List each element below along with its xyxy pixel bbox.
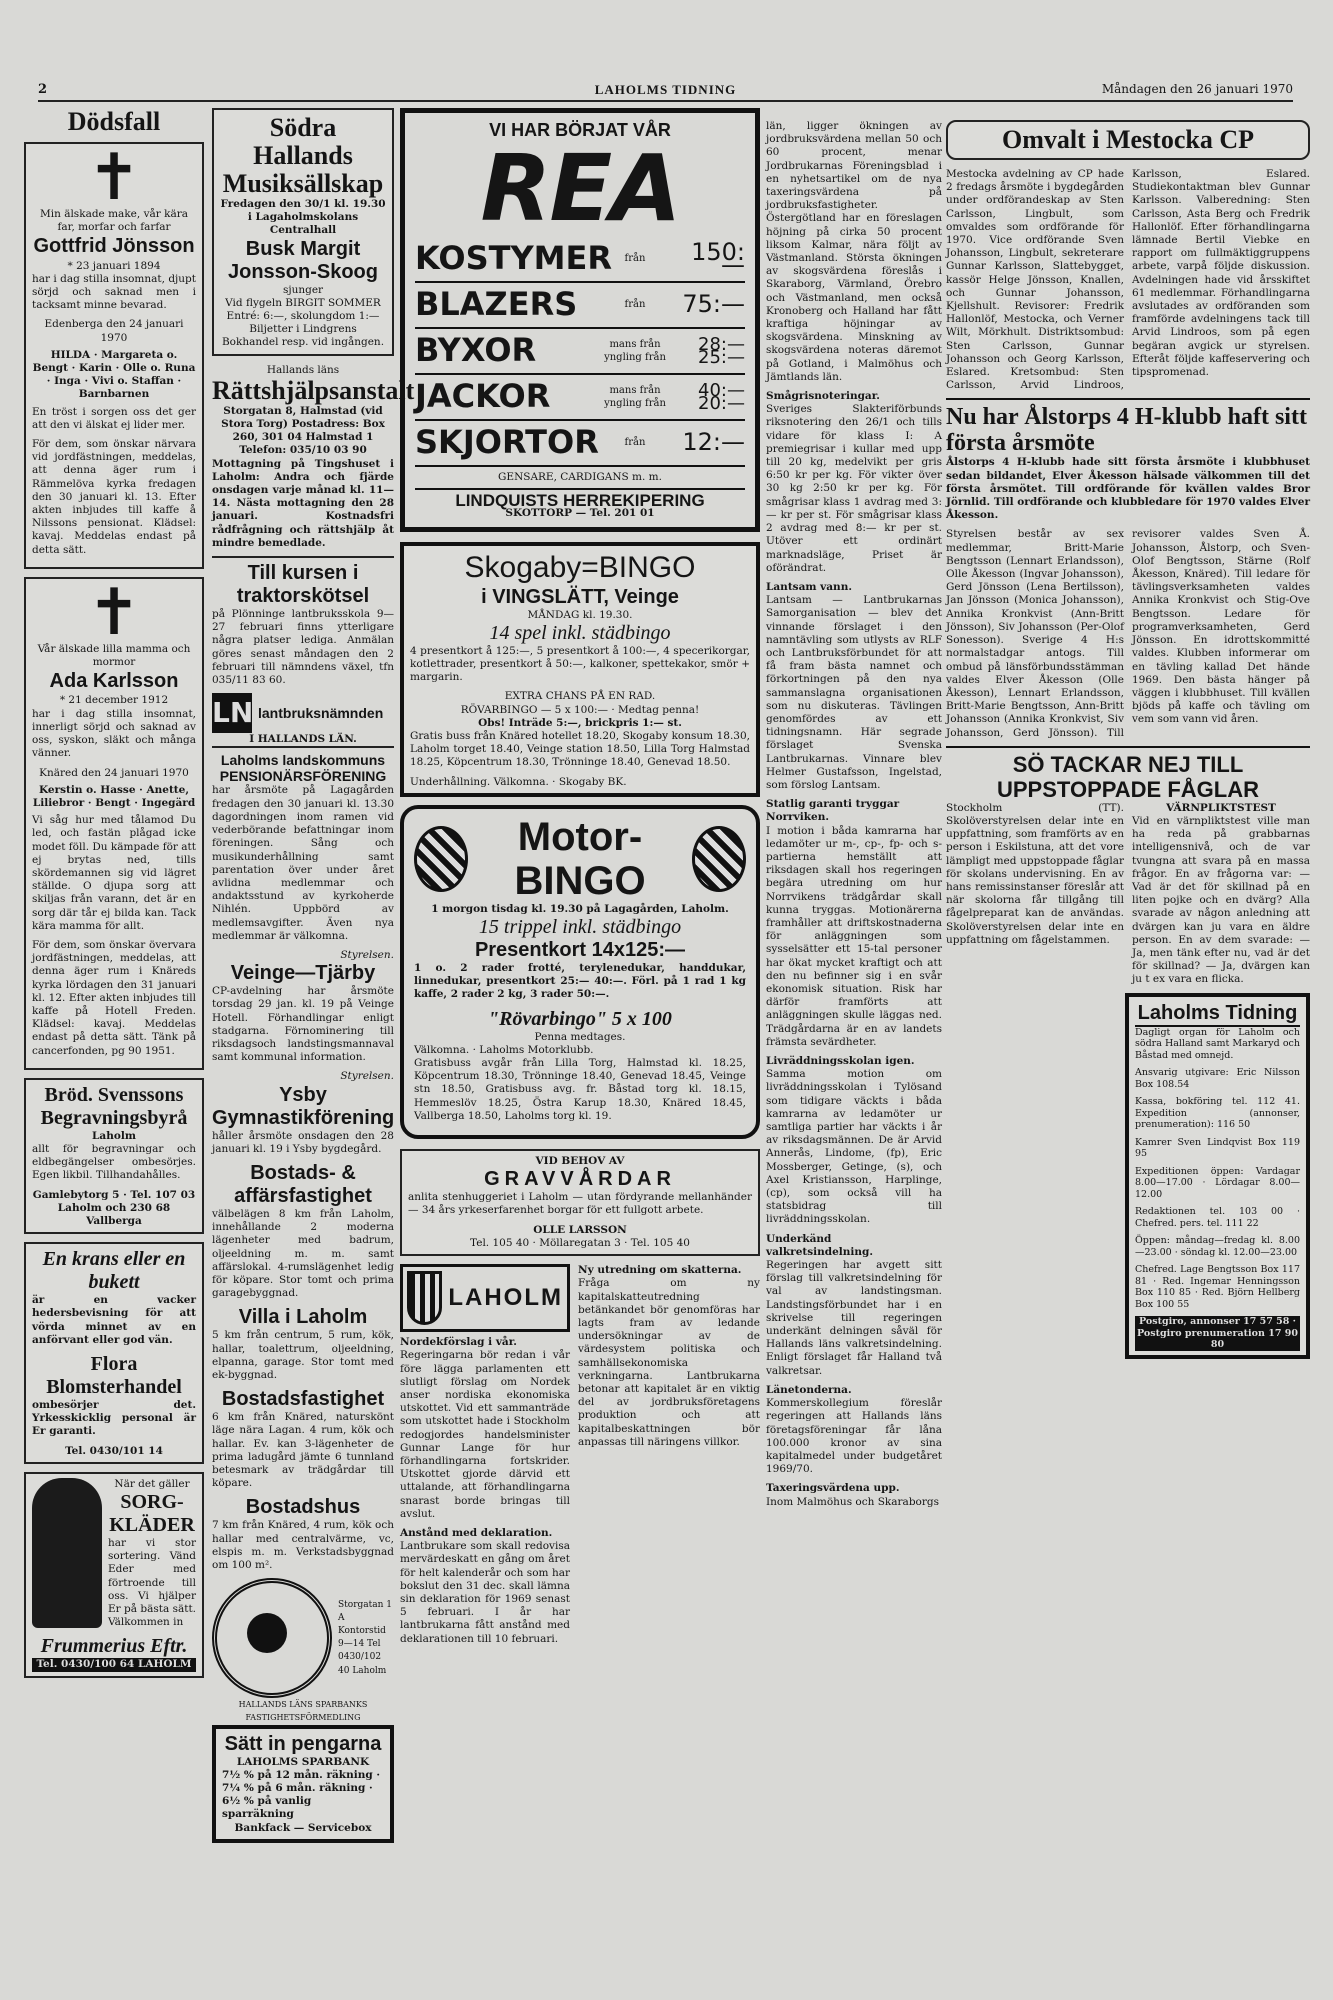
- rea-extra: GENSARE, CARDIGANS m. m.: [498, 471, 662, 483]
- ad-rea: [400, 108, 760, 532]
- varn-text: Vid en värnpliktstest ville man ha reda på grabbarnas intelligensnivå, och de var tvungna att svara på en massa frågor. En av frågorna var: — Vad är det för skillnad på en liten pojke och en dvärg? Alla svarade av någon anledning att dvärgen kan ju vara en äldre person. En av dem svarade: — Ja, men tänk efter nu, vad är det för skillnad? — Ja, dvärgen kan ju t ex vara en flicka.: [1132, 814, 1310, 986]
- sparbank-seal-icon: [212, 1578, 332, 1698]
- ad-bank: LAHOLMS SPARBANK: [236, 1755, 370, 1768]
- ad-gravvardar: [400, 1149, 760, 1256]
- veinge-title: Veinge—Tjärby: [230, 962, 376, 985]
- rea-price: 150:—: [691, 237, 745, 279]
- masthead-open: Öppen: måndag—fredag kl. 8.00—23.00 · söndag kl. 12.00—23.00: [1135, 1235, 1300, 1258]
- bfast-text: 6 km från Knäred, naturskönt läge nära Lagan. 4 rum, kök och hallar. Ev. kan 3-lägenheter de prima ladugård jämte 6 tunnland betesmark av trädgårdar till köpare.: [212, 1411, 394, 1490]
- hsf-seal-text: HALLANDS LÄNS SPARBANKS FASTIGHETSFÖRMEDLING: [238, 1700, 368, 1723]
- rea-from: från: [624, 253, 646, 265]
- undk-text: Regeringen har avgett sitt förslag till valkretsindelning för val av landstingsman. Landstingsförbundet har i en skrivelse till regeringen underkänt delningen såväl för Hallands läns valkretsindelning. Enligt förslaget får Halland två valkretsar.: [766, 1259, 942, 1377]
- cont-text: län, ligger ökningen av jordbruksvärdena mellan 50 och 60 procent, menar Jordbrukarnas Föreningsblad i en nyhetsartikel om de nya taxeringsvärdena på jordbruksfastigheter. Östergötland har en föreslagen höjning på cirka 50 procent liksom Kalmar, nära följt av Västmanland. Största ökningen av skogsvärdena föreslås i Skaraborg, Värmland, Örebro och Västmanland, men också Kronoberg och Halland har fått kraftiga höjningar av skogsvärdena. Minskning av skogsvärdena noteras däremot på Gotland, i Malmöhus och Jämtlands län.: [766, 120, 942, 383]
- rea-price: 28:— 25:—: [698, 333, 745, 368]
- hsf-address: Storgatan 1 A Kontorstid 9—14 Tel 0430/102 40 Laholm: [338, 1599, 392, 1676]
- masthead-exp: Expeditionen öppen: Vardagar 8.00—17.00 · Lördagar 8.00—12.00: [1135, 1165, 1300, 1200]
- masthead-title: Laholms Tidning: [1135, 1001, 1300, 1027]
- lantsam-title: Lantsam vann.: [766, 580, 852, 593]
- rea-from: mans från yngling från: [604, 338, 666, 363]
- alstorp-title: Nu har Ålstorps 4 H-klubb haft sitt första årsmöte: [946, 398, 1310, 456]
- bingo-rov: RÖVARBINGO — 5 x 100:— · Medtag penna!: [460, 703, 700, 716]
- alstorp-text: Styrelsen består av sex medlemmar, Britt-Marie Bengtsson (Lennart Erlandsson), Olle Åkesson (Ingvar Johansson), Gerd Jönsson (Lena Bertilsson), Jan Jönsson (Monica Johansson), Annika Kronkvist (Ann-Britt Jönsson), Siv Johansson (Per-Olof Sonesson). Sverige 4 H:s normalstadgar antogs. Till ombud på länsförbundsstämman valdes Elver Åkesson (Olle Åkesson), Lennart Erlandsson, Britt-Marie Bengtsson, Ann-Britt Johansson (Annika Kronkvist, Siv Johansson, Gerd Jönsson). Till revisorer valdes Sven Å. Johansson, Ålstorp, och Sven-Olof Bengtsson, Stärne (Rolf Åkesson, Knäred). Till ledare för tävlingsverksamheten valdes Annika Kronkvist och Stig-Ove Bengtsson. Ledare för programverksamheten, Gerd Jönsson. En idrottskommitté valdes. Klubben informerar om en tävling kallad Det hände 1969. Den bästa hänger på väggen i klubbhuset. Till kvällen bjöds på kaffe och tävling om vem som vann vid åren.: [946, 528, 1310, 739]
- obituary-verse: En tröst i sorgen oss det ger att den vi älskat ej lider mer.: [32, 405, 196, 431]
- section-heading-dodsfall: Dödsfall: [67, 107, 161, 136]
- ad-laholms-sparbank: [212, 1725, 394, 1843]
- grav-top: VID BEHOV AV: [535, 1155, 625, 1168]
- bingo-text: 4 presentkort å 125:—, 5 presentkort å 100:—, 4 specerikorgar, kotlettrader, presentkort å 50:—, kalkoner, spettekakor, smör + margarin.: [410, 644, 750, 684]
- bostads-text: välbelägen 8 km från Laholm, innehållande 2 moderna lägenheter med badrum, oljeeldning m. m. samt affärslokal. 4-rumslägenhet ledig för köpare. Stor tomt och prima garagebyggnad.: [212, 1207, 394, 1300]
- villa-text: 5 km från centrum, 5 rum, kök, hallar, toalettrum, oljeeldning, elpanna, garage. Stor tomt med ek-byggnad.: [212, 1329, 394, 1381]
- ad-title: SORG-KLÄDER: [109, 1491, 195, 1537]
- obituary-2: [24, 577, 204, 1070]
- ad-title: Bröd. Svenssons Begravningsbyrå: [40, 1083, 188, 1129]
- ad-motor-bingo: [400, 805, 760, 1139]
- motor-when: 1 morgon tisdag kl. 19.30 på Lagagården, Laholm.: [431, 902, 729, 915]
- ny-utredning-column: [578, 1264, 760, 1652]
- bingo-sign: Underhållning. Välkomna. · Skogaby BK.: [410, 775, 627, 788]
- obituary-1: [24, 142, 204, 569]
- liv-text: Samma motion om livräddningsskolan i Tylösand som tidigare väckts i båda kamrarna av ledamöter ur samtliga partier har väckts i år av riksdagsmännen. De är Arvid Annerås, Lindome, (fp), Eric Mossberger, Getinge, (s), och Axel Kristiansson, Harplinge, (cp), som också vill ha statsbidrag till livräddningsskolan.: [766, 1068, 942, 1226]
- ad-text-2: ombesörjer det. Yrkesskicklig personal är Er garanti.: [32, 1399, 196, 1438]
- omvalt-text: Mestocka avdelning av CP hade 2 fredags årsmöte i bygdegården under ordförandeskap av Sten Carlsson, Lingbult, som omvaldes som ordförande för 1970. Vice ordförande Sven Johansson, Lingbult, sekreterare Gunnar Karlsson, Slattebygget, kassör Helge Jönsson, Knallen, och Gunnar Johansson, Kjellshult. Revisorer: Fredrik Hallonlöf, Mestocka, och Verner Wilt, Mörkhult. Distriktsombud: Sten Carlsson, Gunnar Johansson och Georg Karlsson, Eslared. Kretsombud: Sten Carlsson, Arvid Lindroos, Karlsson, Eslared. Studiekontaktman blev Gunnar Karlsson. Valberedning: Sten Carlsson, Asta Berg och Fredrik Hallonlöf. Efter förhandlingarna lämnade Bertil Viebke en rapport om fullmäktiggruppens arbete, varpå följde diskussion. Avdelningen hade vid årsskiftet 61 medlemmar. Förhandlingarna avslutades av ordföranden som framförde avdelningens tack till Arvid Lindroos, som på egen begäran avgick ur styrelsen. Efteråt följde kaffeservering och tipspromenad.: [946, 168, 1310, 392]
- masthead-kamrer: Kamrer Sven Lindqvist Box 119 95: [1135, 1136, 1300, 1160]
- rea-address: SKOTTORP — Tel. 201 01: [505, 507, 655, 520]
- bingo-place: i VINGSLÄTT, Veinge: [481, 585, 679, 608]
- ad-text: är en vacker hedersbevisning för att vörda minnet av en anförvant eller god vän.: [32, 1294, 196, 1346]
- motor-title: Motor-BINGO: [514, 814, 646, 903]
- header-rule: [38, 100, 1293, 102]
- so-text: Stockholm (TT). Skolöverstyrelsen delar inte en uppfattning, som framförts av en person i Eskilstuna, att det vore lämpligt med uppstoppade fåglar för skolans undervisning. En av hans remissinstanser föreslår att när skolorna får tillgång till fågelpreparat kan de användas. Skolöverstyrelsen delar inte en uppfattning om fågelstammen.: [946, 801, 1124, 946]
- bingo-extra: EXTRA CHANS PÅ EN RAD.: [504, 690, 656, 703]
- anst-title: Anstånd med deklaration.: [400, 1526, 553, 1539]
- ad-top: När det gäller: [114, 1477, 190, 1490]
- ln-name: lantbruksnämnden: [258, 704, 384, 721]
- ad-fee: Entré: 6:—, skolungdom 1:—: [226, 310, 380, 323]
- grav-address: Tel. 105 40 · Möllaregatan 3 · Tel. 105 40: [470, 1236, 690, 1249]
- motor-bus: Gratisbuss avgår från Lilla Torg, Halmstad kl. 18.25, Köpcentrum 18.30, Trönninge 18.40, Genevad 18.45, Veinge stn 18.50, Gratisbuss avg. fr. Båstad torg kl. 18.15, Hemmeslöv 18.25, Östra Karup 18.30, Knäred 18.45, Vallberga 18.50, Laholms torg kl. 19.: [414, 1057, 746, 1122]
- rea-item: SKJORTOR: [415, 423, 599, 462]
- laholm-banner: [400, 1264, 570, 1332]
- ln-logo-icon: LN: [212, 693, 252, 733]
- rea-row: [415, 375, 745, 421]
- ad-text: allt för begravningar och eldbegängelser ombesörjes. Egen likbil. Tillhandahålles.: [32, 1142, 196, 1182]
- veinge-text: CP-avdelning har årsmöte torsdag 29 jan. kl. 19 på Veinge Hotell. Förhandlingar enligt stadgarna. Förnominering till riksdagsoch landstingsmannaval samt kommunal information.: [212, 985, 394, 1064]
- lanet-text: Kommerskollegium föreslår regeringen att Hallands läns företagsföreningar får låna 100.000 kronor av sina kapitalmedel under budgetåret 1969/70.: [766, 1397, 942, 1476]
- smagris-text: Sveriges Slakteriförbunds riksnotering den 26/1 och tills vidare för klass I: A premiegrisar i kullar med upp till 20 kg, medelvikt per gris 6:50 kr per kg. För vikter över 30 kg 2:50 kr per kg. För smågrisar klass 1 avdrag med 3:— kr per st. För smågrisar klass 2 avdrag med 8:— kr per st. Utöver ett ordinärt marknadsläge, Priset är oförändrat.: [766, 403, 942, 574]
- rea-row: [415, 237, 745, 283]
- grav-text: anlita stenhuggeriet i Laholm — utan fördyrande mellanhänder — 34 års yrkeserfarenhet borgar för ett fullgott arbete.: [408, 1191, 752, 1217]
- masthead-staff: Chefred. Lage Bengtsson Box 117 81 · Red. Ingemar Henningsson Box 110 85 · Red. Björn Hellberg Box 100 55: [1135, 1264, 1300, 1310]
- pension-title: Laholms landskommuns PENSIONÄRSFÖRENING: [219, 752, 387, 785]
- bostads-title: Bostads- & affärsfastighet: [234, 1161, 372, 1207]
- ad-tickets: Biljetter i Lindgrens Bokhandel resp. vid ingången.: [221, 323, 385, 349]
- obituary-place: Knäred den 24 januari 1970: [39, 766, 189, 779]
- pension-sign: Styrelsen.: [340, 948, 394, 961]
- obituary-note: För dem, som önskar övervara jordfästningen, meddelas, att denna äger rum i Knäreds kyrka lördagen den 31 januari kl. 12. Efter akten inbjudes till kaffe på Hotell Freden. Klädsel: kavaj. Meddelas endast på detta sätt. Tänk på cancerfonden, pg 90 1951.: [32, 938, 196, 1057]
- column-ads: [400, 108, 760, 1988]
- bingo-when: MÅNDAG kl. 19.30.: [527, 608, 633, 621]
- rea-top: VI HAR BÖRJAT VÅR: [489, 120, 671, 140]
- rea-price: 75:—: [682, 290, 745, 319]
- lantsam-text: Lantsam — Lantbrukarnas Samorganisation — blev det vinnande förslaget i den namntävling som utlysts av RLF och Lantbruksförbundet för att få fram bästa namnet och förkortningen på den nya sammanslagna organisationen som nu diskuteras. Tävlingen genomfördes av ett tidningsnamn. Här segrade förslaget Svenska Lantbrukarnas. Vinnare blev Helmer Gustafsson, Ingelstad, som förslog Lantsam.: [766, 594, 942, 791]
- tax-title: Taxeringsvärdena upp.: [766, 1482, 900, 1495]
- ad-piano: Vid flygeln BIRGIT SOMMER: [225, 296, 381, 309]
- ad-title: Södra Hallands Musiksällskap: [222, 113, 384, 198]
- bingo-title: Skogaby=BINGO: [464, 550, 696, 584]
- obituary-text: har i dag stilla insomnat, djupt sörjd och saknad men i tacksamt minne bevarad.: [32, 272, 196, 312]
- ad-sorgklader: [24, 1472, 204, 1678]
- pension-text: har årsmöte på Lagagården fredagen den 30 januari kl. 13.30 dagordningen inom ramen vid vederbörande befattningar inom föreningen. Sång och musikunderhållning samt parentation över under året avlidna medlemmar och andaktsstund av kyrkoherde Nihlén. Uppbörd av medlemsavgifter. Även nya medlemmar är välkomna.: [212, 784, 394, 942]
- so-title: SÖ TACKAR NEJ TILL UPPSTOPPADE FÅGLAR: [946, 746, 1310, 802]
- undk-title: Underkänd valkretsindelning.: [766, 1232, 874, 1258]
- omvalt-title: Omvalt i Mestocka CP: [1001, 125, 1254, 154]
- rea-word: REA: [480, 135, 680, 242]
- villa-title: Villa i Laholm: [238, 1306, 368, 1329]
- column-agri-news: [766, 120, 942, 1988]
- ad-skogaby-bingo: [400, 542, 760, 797]
- rea-item: BLAZERS: [415, 285, 578, 324]
- masthead-contact: Kassa, bokföring tel. 112 41. Expedition (annonser, prenumeration): 116 50: [1135, 1096, 1300, 1131]
- nord-title: Nordekförslag i vår.: [400, 1336, 517, 1349]
- laholm-word: LAHOLM: [448, 1284, 563, 1312]
- masthead-red: Redaktionen tel. 103 00 · Chefred. pers. tel. 111 22: [1135, 1206, 1300, 1229]
- tax-text: Inom Malmöhus och Skaraborgs: [766, 1495, 939, 1508]
- laholm-kommun-column: [400, 1264, 570, 1652]
- bottom-news: [400, 1264, 760, 1652]
- alstorp-lead: Ålstorps 4 H-klubb hade sitt första årsmöte i klubbhuset sedan bildandet, Elver Åkesson hälsade välkommen till det första årsmötet. Till ordförande för kvällen valdes Bror Jörnlid. Till ordförande och klubbledare för 1970 valdes Elver Åkesson.: [946, 456, 1310, 522]
- veinge-sign: Styrelsen.: [340, 1070, 394, 1083]
- ad-phone: Tel. 0430/101 14: [65, 1444, 163, 1457]
- obituary-born: * 21 december 1912: [59, 694, 169, 707]
- obituary-intro: Vår älskade lilla mamma och mormor: [37, 642, 191, 669]
- page-number: 2: [38, 82, 48, 97]
- rea-row: [415, 421, 745, 467]
- liv-title: Livräddningsskolan igen.: [766, 1055, 915, 1068]
- ysby-title: Ysby Gymnastikförening: [212, 1083, 395, 1129]
- ny-title: Ny utredning om skatterna.: [578, 1264, 742, 1277]
- lantbruksnamnden-logo: [212, 693, 394, 733]
- ad-artist: Busk Margit Jonsson-Skoog: [227, 237, 378, 283]
- rea-price: 12:—: [682, 428, 745, 457]
- motor-text: 1 o. 2 rader frotté, terylenedukar, handdukar, linnedukar, presentkort 25:— 40:—. Förl. på 1 rad 1 kg kaffe, 2 rader 2 kg, 3 rader 50:—.: [414, 962, 746, 1001]
- ad-shop: Flora Blomsterhandel: [46, 1353, 182, 1398]
- laholm-crest-icon: [407, 1271, 442, 1325]
- rea-from: mans från yngling från: [604, 384, 666, 409]
- obituary-note: För dem, som önskar närvara vid jordfästningen, meddelas, att denna äger rum i Rämmelöva kyrka fredagen den 30 januari kl. 13. Efter akten inbjudes till kaffe å Nilssons pensionat. Klädsel: kavaj. Meddelas endast på detta sätt.: [32, 438, 196, 556]
- nord-text: Regeringarna bör redan i vår före lägga parlamenten ett slutligt förslag om Nordek anser nordiska ekonomiska utskottet. Vid ett sammanträde som utskottet hade i Stockholm redogjordes handelsminister Gunnar Lange för hur förhandlingarna fortskrider. Utskottet gjorde därvid ett uttalande, att förhandlingarna snarast borde bringas till avslut.: [400, 1349, 570, 1520]
- ln-lan: I HALLANDS LÄN.: [212, 733, 394, 748]
- motor-kort: Presentkort 14x125:—: [474, 939, 686, 962]
- smagris-title: Smågrisnoteringar.: [766, 390, 880, 403]
- bingo-obs: Obs! Inträde 5:—, brickpris 1:— st.: [478, 716, 682, 729]
- ad-flora-blomsterhandel: [24, 1242, 204, 1464]
- rea-row: [415, 283, 745, 329]
- motor-pen: Penna medtages.: [534, 1030, 626, 1043]
- rea-row: [415, 329, 745, 375]
- obituary-place: Edenberga den 24 januari 1970: [44, 318, 184, 344]
- ad-box: Bankfack — Servicebox: [234, 1821, 372, 1834]
- rea-shop: LINDQUISTS HERREKIPERING: [415, 488, 745, 507]
- obituary-born: * 23 januari 1894: [67, 259, 161, 272]
- hsf-block: [212, 1578, 394, 1698]
- ad-svenssons-begravningsbyra: [24, 1078, 204, 1234]
- masthead-text: Dagligt organ för Laholm och södra Halland samt Markaryd och Båstad med omnejd.: [1135, 1026, 1300, 1061]
- varn-title: VÄRNPLIKTSTEST: [1166, 801, 1276, 814]
- rea-price: 40:— 20:—: [698, 379, 745, 414]
- rea-from: från: [624, 437, 646, 449]
- column-notices: [212, 108, 415, 1988]
- ad-address: Gamlebytorg 5 · Tel. 107 03 Laholm och 230 68 Vallberga: [32, 1188, 196, 1227]
- obituary-name: Ada Karlsson: [49, 670, 179, 693]
- statlig-text: I motion i båda kamrarna har ledamöter ur m-, cp-, fp- och s-partierna hemställt att riksdagen skall hos regeringen begära utredning om hur Norrvikens trädgårdar skall kunna tryggas. Motionärerna framhåller att driftskostnaderna för anläggningen som sysselsätter ett 15-tal personer har ökat mycket kraftigt och att den nu befinner sig i en svår ekonomisk situation. Risk har därför framförts att anläggningen skulle läggas ned. Trädgårdarna är en av landets främsta sevärdheter.: [766, 824, 942, 1048]
- kurs-title: Till kursen i traktorskötsel: [212, 556, 394, 608]
- bhus-title: Bostadshus: [245, 1496, 361, 1519]
- motor-line: 15 trippel inkl. städbingo: [478, 916, 682, 939]
- omvalt-box: [946, 120, 1310, 160]
- ad-when: Fredagen den 30/1 kl. 19.30 i Lagaholmskolans Centralhall: [220, 198, 386, 237]
- ad-text: har vi stor sortering. Vänd Eder med förtroende till oss. Vi hjälper Er på bästa sätt. Välkommen in: [108, 1537, 196, 1629]
- issue-date: Måndagen den 26 januari 1970: [1101, 82, 1293, 96]
- bingo-bus: Gratis buss från Knäred hotellet 18.20, Skogaby konsum 18.30, Laholm torget 18.40, Veinge station 18.50, Lilla Torg Halmstad 18.25, Köpcentrum 18.30, Trönninge 18.40, Genevad 18.50.: [410, 730, 750, 769]
- rattshjalp-text: Mottagning på Tingshuset i Laholm: Andra och fjärde onsdagen varje månad kl. 11—14. Nästa mottagning den 28 januari. Kostnadsfri rådfrågning och rättshjälp åt mindre bemedlade.: [212, 457, 394, 549]
- masthead-editor: Ansvarig utgivare: Eric Nilsson Box 108.54: [1135, 1067, 1300, 1090]
- rattshjalp-county: Hallands läns: [266, 363, 340, 376]
- rea-from: från: [624, 299, 646, 311]
- bfast-title: Bostadsfastighet: [221, 1388, 385, 1411]
- obituary-name: Gottfrid Jönsson: [33, 235, 195, 258]
- ad-title: En krans eller en bukett: [42, 1248, 186, 1294]
- cross-icon: ✝: [87, 141, 141, 215]
- grav-name: OLLE LARSSON: [533, 1223, 627, 1236]
- rea-item: JACKOR: [415, 377, 551, 416]
- ad-role: sjunger: [282, 283, 324, 296]
- column-obituaries: [24, 108, 204, 1988]
- ysby-text: håller årsmöte onsdagen den 28 januari kl. 19 i Ysby bygdegård.: [212, 1129, 394, 1155]
- ad-shop: Frummerius Eftr.: [40, 1635, 188, 1658]
- bingo-line: 14 spel inkl. städbingo: [489, 621, 671, 644]
- masthead-postgiro: Postgiro, annonser 17 57 58 · Postgiro prenumeration 17 90 80: [1135, 1316, 1300, 1351]
- motor-sign: Välkomna. · Laholms Motorklubb.: [414, 1043, 594, 1056]
- motor-rov: "Rövarbingo" 5 x 100: [488, 1007, 672, 1030]
- ad-title: Sätt in pengarna: [224, 1732, 382, 1755]
- newspaper-title: LAHOLMS TIDNING: [594, 82, 737, 97]
- ad-phone: Tel. 0430/100 64 LAHOLM: [32, 1658, 196, 1671]
- obituary-family: HILDA · Margareta o. Bengt · Karin · Olle o. Runa · Inga · Vivi o. Staffan · Barnbarnen: [32, 348, 196, 401]
- rattshjalp-address: Storgatan 8, Halmstad (vid Stora Torg) Postadress: Box 260, 301 04 Halmstad 1 Telefon: 035/10 03 90: [221, 404, 385, 457]
- rattshjalp-title: Rättshjälpsanstalt: [212, 375, 415, 405]
- cross-icon: ✝: [87, 575, 141, 650]
- masthead-box: [1125, 993, 1310, 1359]
- bhus-text: 7 km från Knäred, 4 rum, kök och hallar med centralvärme, vc, elspis m. m. Verkstadsbyggnad om 100 m².: [212, 1519, 394, 1572]
- anst-text: Lantbrukare som skall redovisa mervärdeskatt en gång om året för helt kalenderår och som har bokslut den 31 dec. skall lämna sin deklaration för 1969 senast 5 februari. I år har lantbrukarna fått anstånd med deklarationen till 10 februari.: [400, 1540, 570, 1645]
- rea-item: KOSTYMER: [415, 239, 612, 278]
- ny-text: Fråga om ny kapitalskatteutredning betänkandet bör genomföras har lagts fram av ledande undersökningar av de värdesystem politiska och samhällsekonomiska verkningarna. Lantbrukarna betonar att kapitalet är en viktig del av jordbruksföretagens produktion och att kapitalbeskattningen bör anpassas till näringens villkor.: [578, 1277, 760, 1448]
- obituary-family: Kerstin o. Hasse · Anette, Liliebror · Bengt · Ingegärd: [32, 783, 196, 809]
- column-local-news: [946, 120, 1310, 1988]
- ad-place: Laholm: [92, 1129, 136, 1142]
- obituary-text: har i dag stilla insomnat, innerligt sörjd och saknad av oss, syskon, släkt och många vänner.: [32, 707, 196, 760]
- kurs-text: på Plönninge lantbruksskola 9—27 februari finns ytterligare några platser lediga. Anmälan göres senast måndagen den 2 februari till nämndens växel, tfn 035/11 83 60.: [212, 608, 394, 687]
- statlig-title: Statlig garanti tryggar Norrviken.: [766, 798, 900, 824]
- grav-title: GRAVVÅRDAR: [484, 1168, 676, 1191]
- obituary-verse: Vi såg hur med tålamod Du led, och fastän plågad icke modet föll. Du kämpade för att ej brytas ned, tills skördemannen sig vid lägret ställde. O djupa sorg att skiljas från varann, det är en sorg där tår ej bilda kan. Tack kära mamma för allt.: [32, 814, 196, 932]
- obituary-intro: Min älskade make, vår kära far, morfar och farfar: [39, 208, 189, 234]
- ad-musiksallskap: [212, 108, 394, 356]
- rea-item: BYXOR: [415, 331, 537, 370]
- lanet-title: Länetonderna.: [766, 1383, 852, 1396]
- woman-silhouette-icon: [32, 1478, 102, 1628]
- checkered-flag-icon: [692, 826, 746, 892]
- checkered-flag-icon: [414, 826, 468, 892]
- ad-rates: 7½ % på 12 mån. räkning · 7¼ % på 6 mån. räkning · 6½ % på vanlig sparräkning: [222, 1768, 380, 1821]
- rea-rows: [415, 237, 745, 467]
